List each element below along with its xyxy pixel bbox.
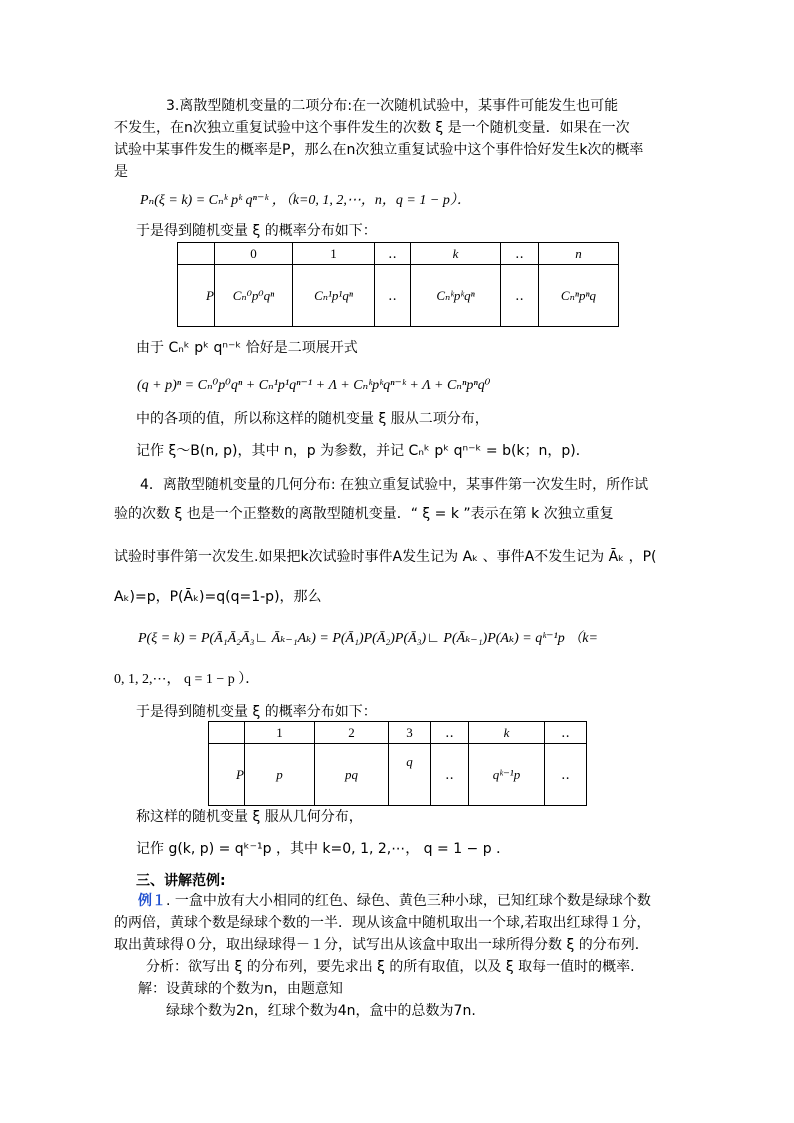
example-line1-text: . 一盒中放有大小相同的红色、绿色、黄色三种小球，已知红球个数是绿球个数 xyxy=(166,893,651,909)
sec3-expansion-text: 由于 Cₙᵏ pᵏ qⁿ⁻ᵏ 恰好是二项展开式 xyxy=(136,340,358,356)
binomial-header-cell: ‥ xyxy=(375,243,411,265)
examples-heading: 三、讲解范例: xyxy=(136,873,226,889)
binomial-row-cell: Cₙ⁰p⁰qⁿ xyxy=(215,265,293,327)
solution-text: 解：设黄球的个数为n，由题意知 xyxy=(138,981,343,997)
sec3-dist-intro: 于是得到随机变量 ξ 的概率分布如下： xyxy=(136,223,377,239)
example-line1 xyxy=(138,890,651,912)
sec4-geometric-text: 称这样的随机变量 ξ 服从几何分布， xyxy=(136,809,363,825)
geometric-header-cell: ‥ xyxy=(431,722,469,744)
sec3-line4: 是 xyxy=(114,164,128,180)
binomial-row-cell: ‥ xyxy=(375,265,411,327)
binomial-header-cell: k xyxy=(411,243,501,265)
geometric-row-cell: qᵏ⁻¹p xyxy=(469,744,545,806)
sec3-notation-text: 记作 ξ～B(n, p)，其中 n，p 为参数，并记 Cₙᵏ pᵏ qⁿ⁻ᵏ = b(k；n，p)． xyxy=(136,443,590,459)
sec4-line4: Aₖ)=p，P(Āₖ)=q(q=1-p)，那么 xyxy=(114,589,322,605)
binomial-header-cell xyxy=(178,243,215,265)
geometric-formula: P(ξ = k) = P(Ā₁Ā₂Ā₃∟ Āₖ₋₁Aₖ) = P(Ā₁)P(Ā₂)P(Ā₃)∟ P(Āₖ₋₁)P(Aₖ) = qᵏ⁻¹p （k= xyxy=(138,631,598,646)
sec4-line1: 4．离散型随机变量的几何分布: 在独立重复试验中，某事件第一次发生时，所作试 xyxy=(140,477,649,493)
geometric-distribution-table xyxy=(208,721,587,806)
geometric-row-cell: q xyxy=(389,744,431,806)
geometric-formula-cont: 0, 1, 2,⋯， q = 1 − p ）． xyxy=(114,672,260,687)
binomial-row-cell: Cₙᵏpᵏqⁿ xyxy=(411,265,501,327)
binomial-row-cell: P xyxy=(178,265,215,327)
sec4-line2: 验的次数 ξ 也是一个正整数的离散型随机变量．“ ξ = k ”表示在第 k 次独立重复 xyxy=(114,506,614,522)
geometric-row-cell: ‥ xyxy=(431,744,469,806)
solution-line2: 绿球个数为2n，红球个数为4n，盒中的总数为7n. xyxy=(166,1003,476,1019)
geometric-header-cell: 2 xyxy=(315,722,389,744)
sec3-line2: 不发生，在n次独立重复试验中这个事件发生的次数 ξ 是一个随机变量．如果在一次 xyxy=(114,120,630,136)
example-line3: 取出黄球得０分，取出绿球得－１分，试写出从该盒中取出一球所得分数 ξ 的分布列． xyxy=(114,937,649,953)
sec3-line1: 3.离散型随机变量的二项分布:在一次随机试验中，某事件可能发生也可能 xyxy=(166,98,619,114)
geometric-row-cell: ‥ xyxy=(545,744,587,806)
geometric-header-cell xyxy=(209,722,245,744)
geometric-header-cell: 1 xyxy=(245,722,315,744)
example-label: 例１ xyxy=(138,893,166,909)
geometric-row-cell: p xyxy=(245,744,315,806)
sec4-dist-intro: 于是得到随机变量 ξ 的概率分布如下： xyxy=(136,704,377,720)
sec4-line3: 试验时事件第一次发生.如果把k次试验时事件A发生记为 Aₖ 、事件A不发生记为 Āₖ ，P( xyxy=(114,549,657,565)
binomial-header-cell: ‥ xyxy=(501,243,539,265)
binomial-header-cell: 0 xyxy=(215,243,293,265)
geometric-row-cell: pq xyxy=(315,744,389,806)
binomial-header-cell: n xyxy=(539,243,619,265)
binomial-formula: Pₙ(ξ = k) = Cₙᵏ pᵏ qⁿ⁻ᵏ ，（k=0, 1, 2,⋯，n，q = 1 − p）． xyxy=(140,193,471,208)
binomial-row-cell: Cₙⁿpⁿq xyxy=(539,265,619,327)
sec3-line3: 试验中某事件发生的概率是P，那么在n次独立重复试验中这个事件恰好发生k次的概率 xyxy=(114,142,644,158)
binomial-row-cell: Cₙ¹p¹qⁿ xyxy=(293,265,375,327)
sec3-binomial-text: 中的各项的值，所以称这样的随机变量 ξ 服从二项分布， xyxy=(136,411,489,427)
analysis-text: 分析：欲写出 ξ 的分布列，要先求出 ξ 的所有取值，以及 ξ 取每一值时的概率. xyxy=(146,959,635,975)
binomial-header-cell: 1 xyxy=(293,243,375,265)
sec4-notation-text: 记作 g(k, p) = qᵏ⁻¹p ，其中 k=0, 1, 2,⋯， q = 1 − p ． xyxy=(136,841,511,857)
geometric-row-cell: P xyxy=(209,744,245,806)
geometric-header-cell: k xyxy=(469,722,545,744)
binomial-expansion: (q + p)ⁿ = Cₙ⁰p⁰qⁿ + Cₙ¹p¹qⁿ⁻¹ + Λ + Cₙᵏpᵏqⁿ⁻ᵏ + Λ + Cₙⁿpⁿq⁰ xyxy=(137,378,491,393)
example-line2: 的两倍，黄球个数是绿球个数的一半．现从该盒中随机取出一个球,若取出红球得１分， xyxy=(114,915,651,931)
geometric-header-cell: ‥ xyxy=(545,722,587,744)
binomial-row-cell: ‥ xyxy=(501,265,539,327)
geometric-header-cell: 3 xyxy=(389,722,431,744)
binomial-distribution-table xyxy=(177,242,619,327)
